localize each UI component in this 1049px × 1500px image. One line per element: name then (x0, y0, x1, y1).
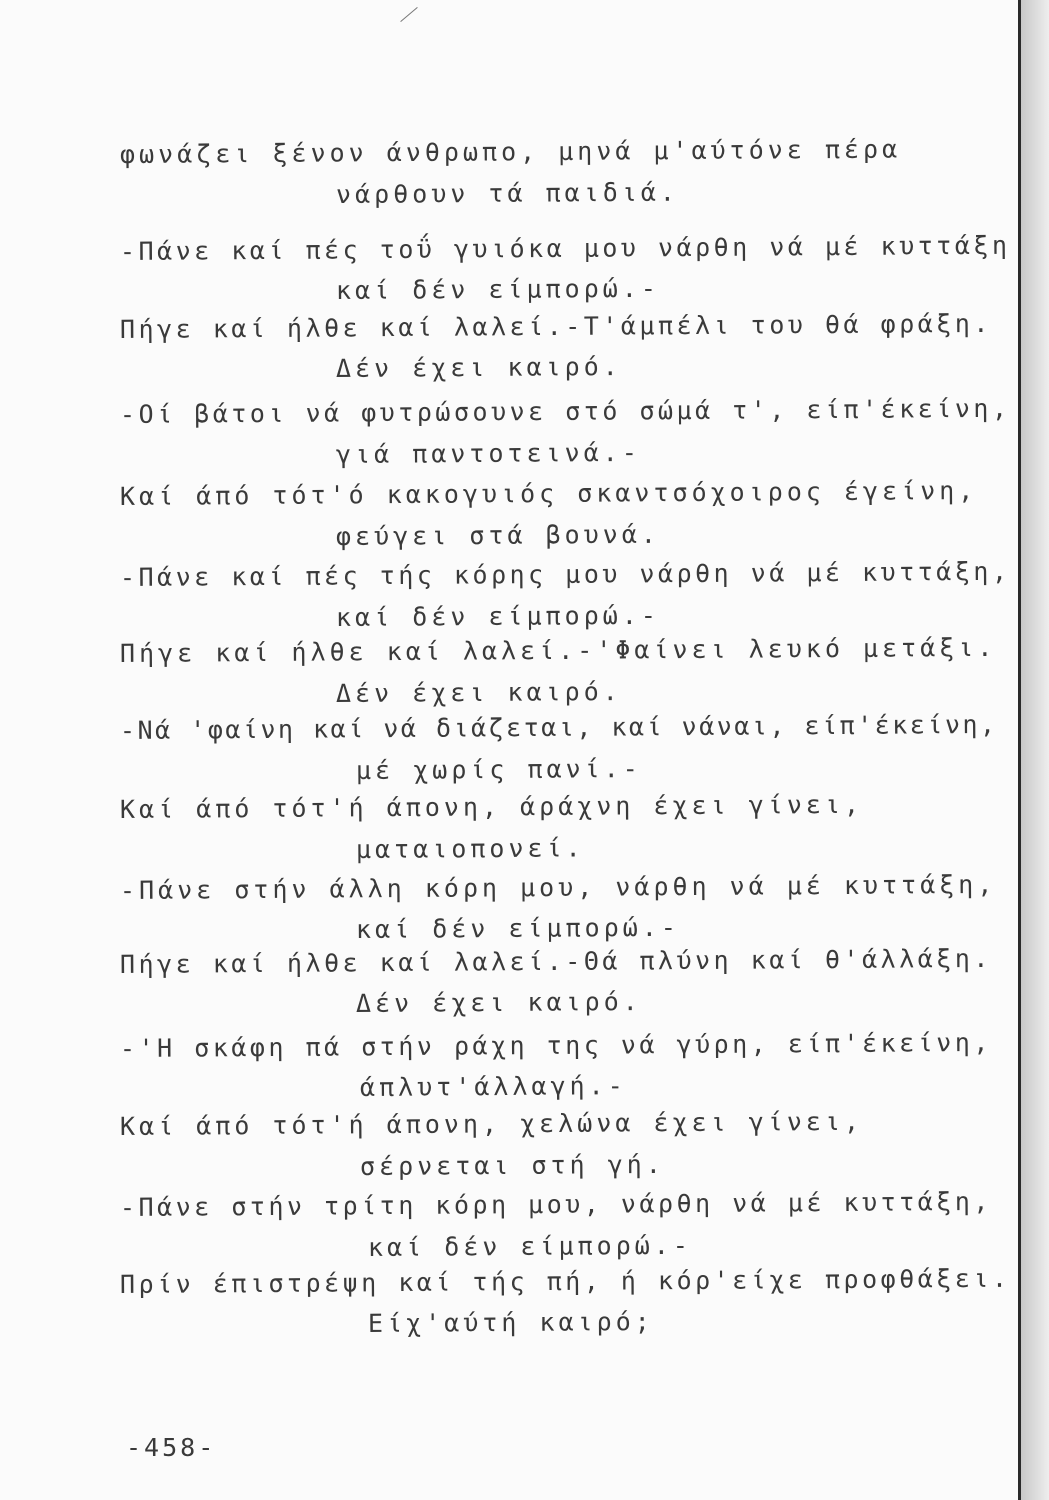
poem-line: Δέν έχει καιρό. (355, 987, 642, 1018)
poem-line: -Πάνε στήν άλλη κόρη μου, νάρθη νά μέ κυττάξη, (119, 869, 997, 905)
poem-line: Καί άπό τότ'ό κακογυιός σκαντσόχοιρος έγείνη, (119, 476, 978, 511)
poem-line: μέ χωρίς πανί.- (355, 754, 642, 785)
page-shadow (1021, 0, 1049, 1500)
poem-line: Πήγε καί ήλθε καί λαλεί.-'Φαίνει λευκό μετάξι. (119, 632, 997, 668)
poem-line: Δέν έχει καιρό. (335, 352, 622, 383)
poem-line: καί δέν είμπορώ.- (355, 912, 680, 944)
poem-line: -Πάνε καί πές τοΰ γυιόκα μου νάρθη νά μέ κυττάξη (119, 230, 1011, 266)
poem-line: -Νά 'φαίνη καί νά διάζεται, καί νάναι, είπ'έκείνη, (119, 709, 998, 745)
poem-line: Πήγε καί ήλθε καί λαλεί.-Τ'άμπέλι του θά φράξη. (119, 308, 993, 344)
poem-line: -Πάνε καί πές τής κόρης μου νάρθη νά μέ κυττάξη, (119, 556, 1011, 592)
poem-line: γιά παντοτεινά.- (335, 437, 641, 469)
poem-line: Καί άπό τότ'ή άπονη, άράχνη έχει γίνει, (119, 789, 864, 824)
pen-mark (400, 7, 417, 22)
poem-line: -Οί βάτοι νά φυτρώσουνε στό σώμά τ', είπ'έκείνη, (119, 393, 1011, 429)
poem-line: φεύγει στά βουνά. (335, 519, 660, 551)
poem-line: Δέν έχει καιρό. (335, 677, 622, 708)
poem-line: ματαιοπονεί. (355, 833, 585, 864)
poem-line: Πήγε καί ήλθε καί λαλεί.-Θά πλύνη καί θ'άλλάξη. (119, 943, 993, 979)
poem-line: καί δέν είμπορώ.- (335, 600, 660, 632)
poem-line: σέρνεται στή γή. (359, 1149, 665, 1181)
poem-line: -'Η σκάφη πά στήν ράχη της νά γύρη, είπ'έκείνη, (119, 1027, 993, 1063)
poem-line: Καί άπό τότ'ή άπονη, χελώνα έχει γίνει, (119, 1106, 864, 1141)
poem-line: άπλυτ'άλλαγή.- (359, 1071, 627, 1102)
poem-line: Πρίν έπιστρέψη καί τής πή, ή κόρ'είχε προφθάξει. (119, 1263, 1011, 1299)
poem-line: καί δέν είμπορώ.- (367, 1230, 692, 1262)
poem-line: καί δέν είμπορώ.- (335, 273, 660, 305)
poem-line: -Πάνε στήν τρίτη κόρη μου, νάρθη νά μέ κυττάξη, (119, 1186, 993, 1222)
poem-line: Είχ'αύτή καιρό; (367, 1307, 654, 1338)
poem-line: νάρθουν τά παιδιά. (335, 177, 680, 209)
poem-line: φωνάζει ξένον άνθρωπο, μηνά μ'αύτόνε πέρα (119, 134, 902, 169)
page-number: -458- (126, 1433, 217, 1462)
